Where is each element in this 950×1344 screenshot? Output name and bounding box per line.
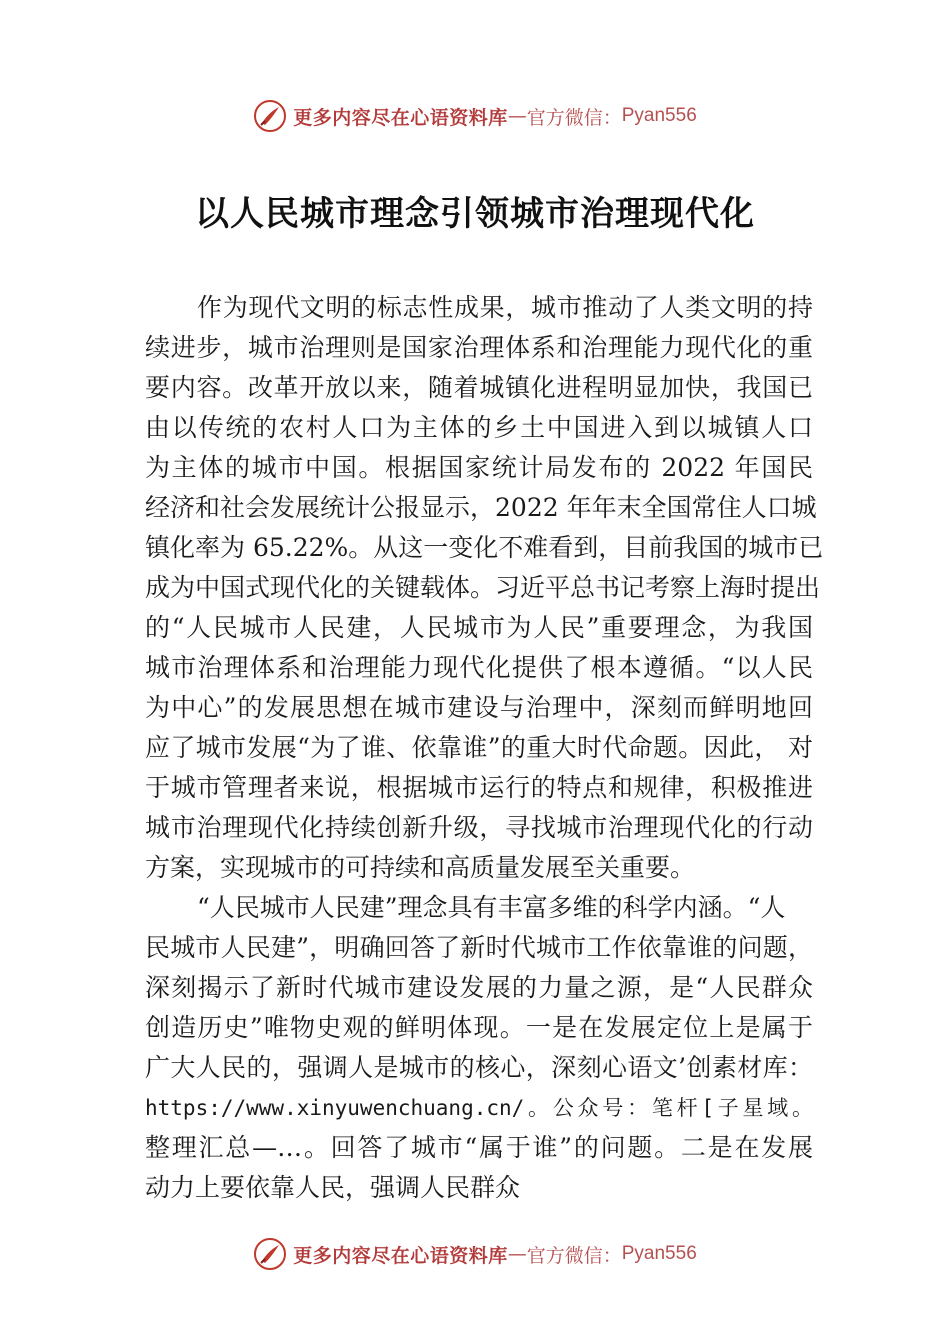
banner-wechat-id: Pyan556 [621,1243,697,1264]
text-line: 续进步，城市治理则是国家治理体系和治理能力现代化的重 [145,333,813,362]
banner-wechat-id: Pyan556 [621,105,697,126]
text-line: 民城市人民建”，明确回答了新时代城市工作依靠谁的问题， [145,933,813,962]
text-line: “人民城市人民建”理念具有丰富多维的科学内涵。“人 [197,893,786,922]
text-line: 城市治理现代化持续创新升级，寻找城市治理现代化的行动 [145,813,813,842]
banner-separator: — [507,1243,527,1265]
text-line: 作为现代文明的标志性成果，城市推动了人类文明的持 [197,293,813,322]
banner-wechat-label: 官方微信： [526,1244,622,1267]
text-line: 由以传统的农村人口为主体的乡土中国进入到以城镇人口 [145,413,813,442]
text-line: 广大人民的，强调人是城市的核心，深刻心语文’创素材库： [145,1053,813,1082]
text-line: 的“人民城市人民建，人民城市为人民”重要理念，为我国 [145,613,813,642]
text-line: 方案，实现城市的可持续和高质量发展至关重要。 [145,853,696,882]
text-line: 创造历史”唯物史观的鲜明体现。一是在发展定位上是属于 [145,1013,813,1042]
text-line: 成为中国式现代化的关键载体。习近平总书记考察上海时提出 [145,573,821,602]
text-line: 镇化率为 65.22%。从这一变化不难看到，目前我国的城市已 [145,533,824,562]
text-line: 为主体的城市中国。根据国家统计局发布的 2022 年国民 [145,453,813,482]
article-body [145,288,824,1208]
banner-separator: — [507,105,527,127]
header-banner [0,96,950,136]
article-title: 以人民城市理念引领城市治理现代化 [195,194,755,234]
brush-logo-icon [253,99,287,133]
text-line: 为中心”的发展思想在城市建设与治理中，深刻而鲜明地回 [145,693,813,722]
text-line: 要内容。改革开放以来，随着城镇化进程明显加快，我国已 [145,373,813,402]
text-line: 应了城市发展“为了谁、依靠谁”的重大时代命题。因此， 对 [145,733,813,762]
text-line: 城市治理体系和治理能力现代化提供了根本遵循。“以人民 [145,653,813,682]
text-line-url: https://www.xinyuwenchuang.cn/。公众号：笔杆[子星域。 [145,1096,813,1120]
text-line: 深刻揭示了新时代城市建设发展的力量之源，是“人民群众 [145,973,813,1002]
text-line: 整理汇总—…。回答了城市“属于谁”的问题。二是在发展 [145,1133,813,1162]
banner-wechat-label: 官方微信： [526,106,622,129]
text-line: 动力上要依靠人民，强调人民群众 [145,1173,521,1202]
text-line: 于城市管理者来说，根据城市运行的特点和规律，积极推进 [145,773,813,802]
brush-logo-icon [253,1237,287,1271]
banner-brand-text: 更多内容尽在心语资料库 [293,1244,508,1267]
text-line: 经济和社会发展统计公报显示，2022 年年末全国常住人口城 [145,493,817,522]
banner-brand-text: 更多内容尽在心语资料库 [293,106,508,129]
footer-banner [0,1234,950,1274]
